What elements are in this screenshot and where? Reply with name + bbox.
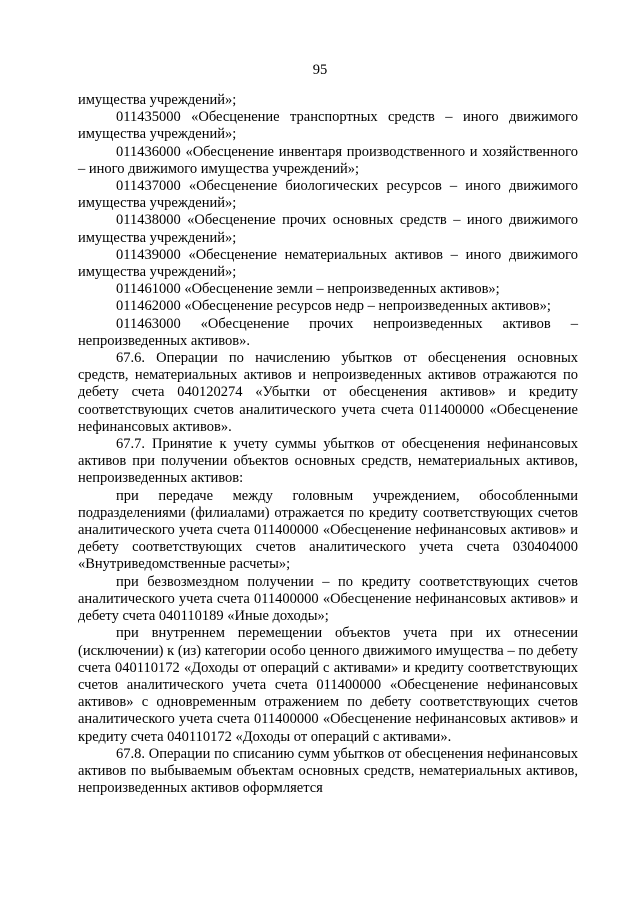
page-number: 95 — [312, 62, 328, 78]
paragraph-67-7: 67.7. Принятие к учету суммы убытков от обесценения нефинансовых активов при получении объектов основных средств, нематериальных активов, непроизведенных активов: — [78, 436, 578, 487]
paragraph: имущества учреждений»; — [78, 92, 237, 108]
paragraph: при внутреннем перемещении объектов учета при их отнесении (исключении) к (из) категории особо ценного движимого имущества – по дебету счета 040110172 «Доходы от операций с активами» и кредиту соответствующих счетов аналитического учета счета 011400000 «Обесценение нефинансовых активов» с одновременным отражением по дебету соответствующих счетов аналитического учета счета 011400000 «Обесценение нефинансовых активов» и кредиту счета 040110172 «Доходы от операций с активами». — [78, 625, 578, 745]
paragraph: 011435000 «Обесценение транспортных средств – иного движимого имущества учреждений»; — [78, 109, 578, 143]
paragraph: 011462000 «Обесценение ресурсов недр – непроизведенных активов»; — [116, 298, 551, 315]
paragraph-67-6: 67.6. Операции по начислению убытков от обесценения основных средств, нематериальных активов и непроизведенных активов отражаются по дебету счета 040120274 «Убытки от обесценения активов» и кредиту соответствующих счетов аналитического учета счета 011400000 «Обесценение нефинансовых активов». — [78, 350, 578, 435]
paragraph: 011436000 «Обесценение инвентаря производственного и хозяйственного – иного движимого имущества учреждений»; — [78, 143, 578, 177]
paragraph: 011463000 «Обесценение прочих непроизведенных активов – непроизведенных активов». — [78, 315, 578, 349]
paragraph: 011437000 «Обесценение биологических ресурсов – иного движимого имущества учреждений»; — [78, 178, 578, 212]
paragraph: 011439000 «Обесценение нематериальных активов – иного движимого имущества учреждений»; — [78, 246, 578, 281]
paragraph-67-8: 67.8. Операции по списанию сумм убытков от обесценения нефинансовых активов по выбываемым объектам основных средств, нематериальных активов, непроизведенных активов оформляется — [78, 745, 578, 797]
document-body — [78, 92, 578, 797]
paragraph: 011438000 «Обесценение прочих основных средств – иного движимого имущества учреждений»; — [78, 212, 578, 246]
paragraph: при передаче между головным учреждением, обособленными подразделениями (филиалами) отражается по кредиту соответствующих счетов аналитического учета счета 011400000 «Обесценение нефинансовых активов» и дебету соответствующих счетов аналитического учета счета 030404000 «Внутриведомственные расчеты»; — [78, 487, 578, 573]
paragraph: 011461000 «Обесценение земли – непроизведенных активов»; — [116, 281, 500, 298]
paragraph: при безвозмездном получении – по кредиту соответствующих счетов аналитического учета счета 011400000 «Обесценение нефинансовых активов» и дебету счета 040110189 «Иные доходы»; — [78, 573, 578, 625]
